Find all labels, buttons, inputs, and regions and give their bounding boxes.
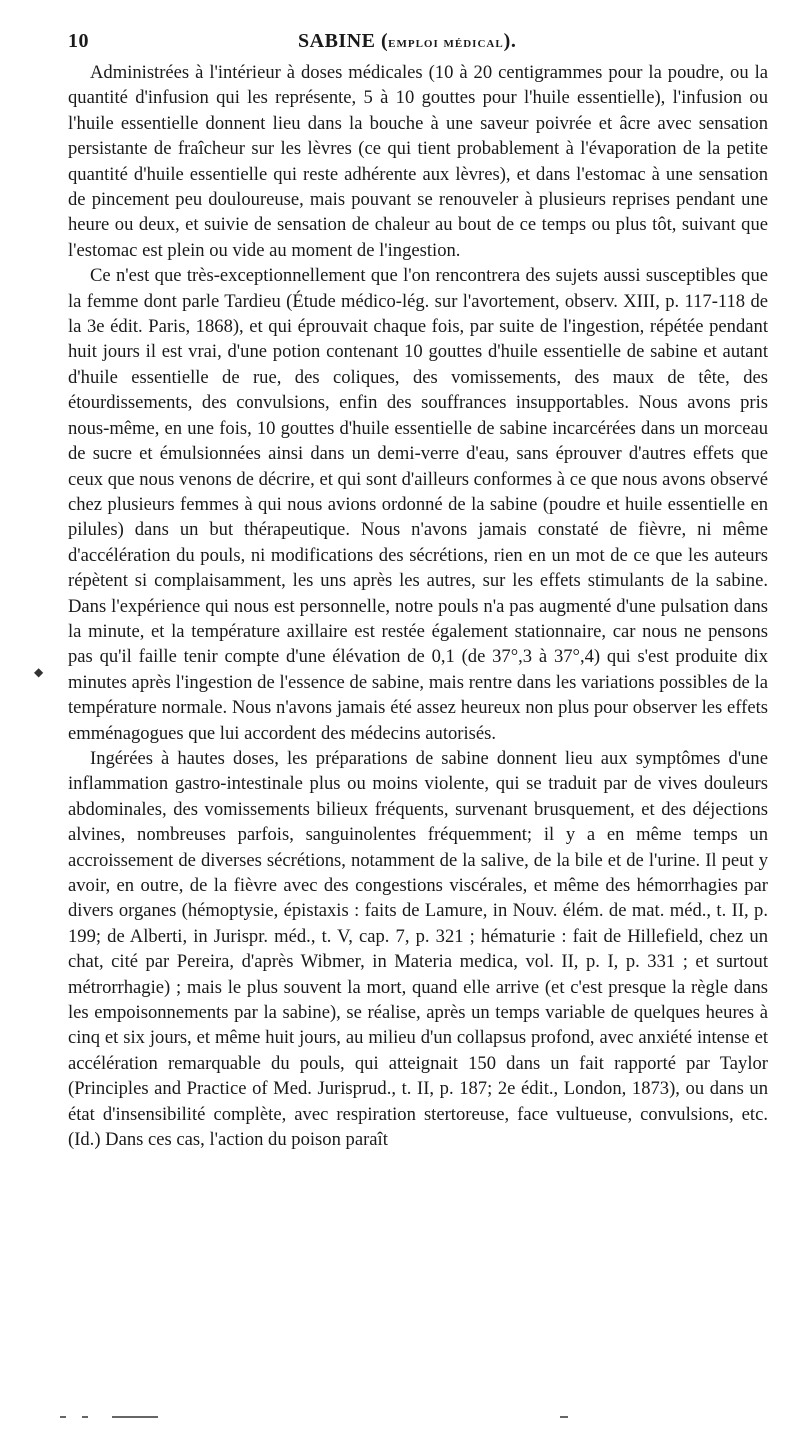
footer-mark (560, 1416, 568, 1418)
book-page (34, 22, 768, 1152)
paragraph-tardieu-case: Ce n'est que très-exceptionnellement que l'on rencontrera des sujets aussi susceptibles que la femme dont parle Tardieu (Étude médico-lég. sur l'avortement, observ. XIII, p. 117-118 de la 3e édit. Paris, 1868), et qui éprouvait chaque fois, par suite de l'ingestion, répétée pendant huit jours il est vrai, d'une potion contenant 10 gouttes d'huile essentielle de sabine et autant d'huile essentielle de rue, des coliques, des vomissements, des maux de tête, des étourdissements, des convulsions, enfin des souffrances insupportables. Nous avons pris nous-même, en une fois, 10 gouttes d'huile essentielle de sabine incarcérées dans un morceau de sucre et émulsionnées ainsi dans un demi-verre d'eau, sans éprouver d'autres effets que ceux que nous venons de décrire, et qui sont d'ailleurs conformes à ce que nous avons observé chez plusieurs femmes à qui nous avions ordonné de la sabine (poudre et huile essentielle en pilules) dans un but thérapeutique. Nous n'avons jamais constaté de fièvre, ni même d'accélération du pouls, ni modifications des sécrétions, rien en un mot de ce que les auteurs répètent si complaisamment, les uns après les autres, sur les effets stimulants de la sabine. Dans l'expérience qui nous est personnelle, notre pouls n'a pas augmenté d'une pulsation dans la minute, et la température axillaire est restée également stationnaire, car nous ne pensons pas qu'il faille tenir compte d'une élévation de 0,1 (de 37°,3 à 37°,4) qui s'est produite dix minutes après l'ingestion de l'essence de sabine, mais rentre dans les variations possibles de la température normale. Nous n'avons jamais été assez heureux non plus pour observer les effets emménagogues que lui accordent des médecins autorisés. (68, 265, 768, 744)
running-head-main: SABINE ( (298, 30, 389, 52)
footer-mark (112, 1416, 158, 1418)
page-header (68, 22, 768, 60)
footer-mark (60, 1416, 66, 1418)
footer-mark (82, 1416, 88, 1418)
running-head-close: ). (503, 30, 517, 52)
running-head (298, 30, 516, 53)
body-text (68, 60, 768, 1152)
margin-dot-mark: ◆ (34, 665, 44, 679)
paragraph-high-doses: Ingérées à hautes doses, les préparations de sabine donnent lieu aux symptômes d'une inflammation gastro-intestinale plus ou moins violente, qui se traduit par de vives douleurs abdominales, des vomissements bilieux fréquents, survenant brusquement, et des déjections alvines, nombreuses parfois, sanguinolentes fréquemment; il y a en même temps un accroissement de diverses sécrétions, notamment de la salive, de la bile et de l'urine. Il peut y avoir, en outre, de la fièvre avec des congestions viscérales, et même des hémorrhagies par divers organes (hémoptysie, épistaxis : faits de Lamure, in Nouv. élém. de mat. méd., t. II, p. 199; de Alberti, in Jurispr. méd., t. V, cap. 7, p. 321 ; hématurie : fait de Hillefield, chez un chat, cité par Pereira, d'après Wibmer, in Materia medica, vol. II, p. I, p. 331 ; et surtout métrorrhagie) ; mais le plus souvent la mort, quand elle arrive (et c'est presque la règle dans les empoisonnements par la sabine), se réalise, après un temps variable de quelques heures à cinq et six jours, et même huit jours, au milieu d'un collapsus profond, avec anxiété intense et accélération remarquable du pouls, qui atteignait 150 dans un fait rapporté par Taylor (Principles and Practice of Med. Jurisprud., t. II, p. 187; 2e édit., London, 1873), ou dans un état d'insensibilité complète, avec respiration stertoreuse, face vultueuse, convulsions, etc. (Id.) Dans ces cas, l'action du poison paraît (68, 747, 768, 1151)
paragraph-medical-doses: Administrées à l'intérieur à doses médicales (10 à 20 centigrammes pour la poudre, ou la quantité d'infusion qui les représente, 5 à 10 gouttes pour l'huile essentielle), l'infusion ou l'huile essentielle donnent lieu dans la bouche à une saveur poivrée et âcre avec sensation persistante de fraîcheur sur les lèvres (ce qui tient probablement à l'évaporation de la petite quantité d'huile essentielle qui reste adhérente aux lèvres), et dans l'estomac à une sensation de pincement peu douloureuse, mais pouvant se renouveler à plusieurs reprises pendant une heure ou deux, et suivie de sensation de chaleur au bout de ce temps ou plus tôt, suivant que l'estomac est plein ou vide au moment de l'ingestion. (68, 62, 768, 261)
page-number: 10 (68, 30, 89, 52)
running-head-subtitle: emploi médical (388, 35, 504, 51)
footer-scan-marks (60, 1416, 620, 1422)
